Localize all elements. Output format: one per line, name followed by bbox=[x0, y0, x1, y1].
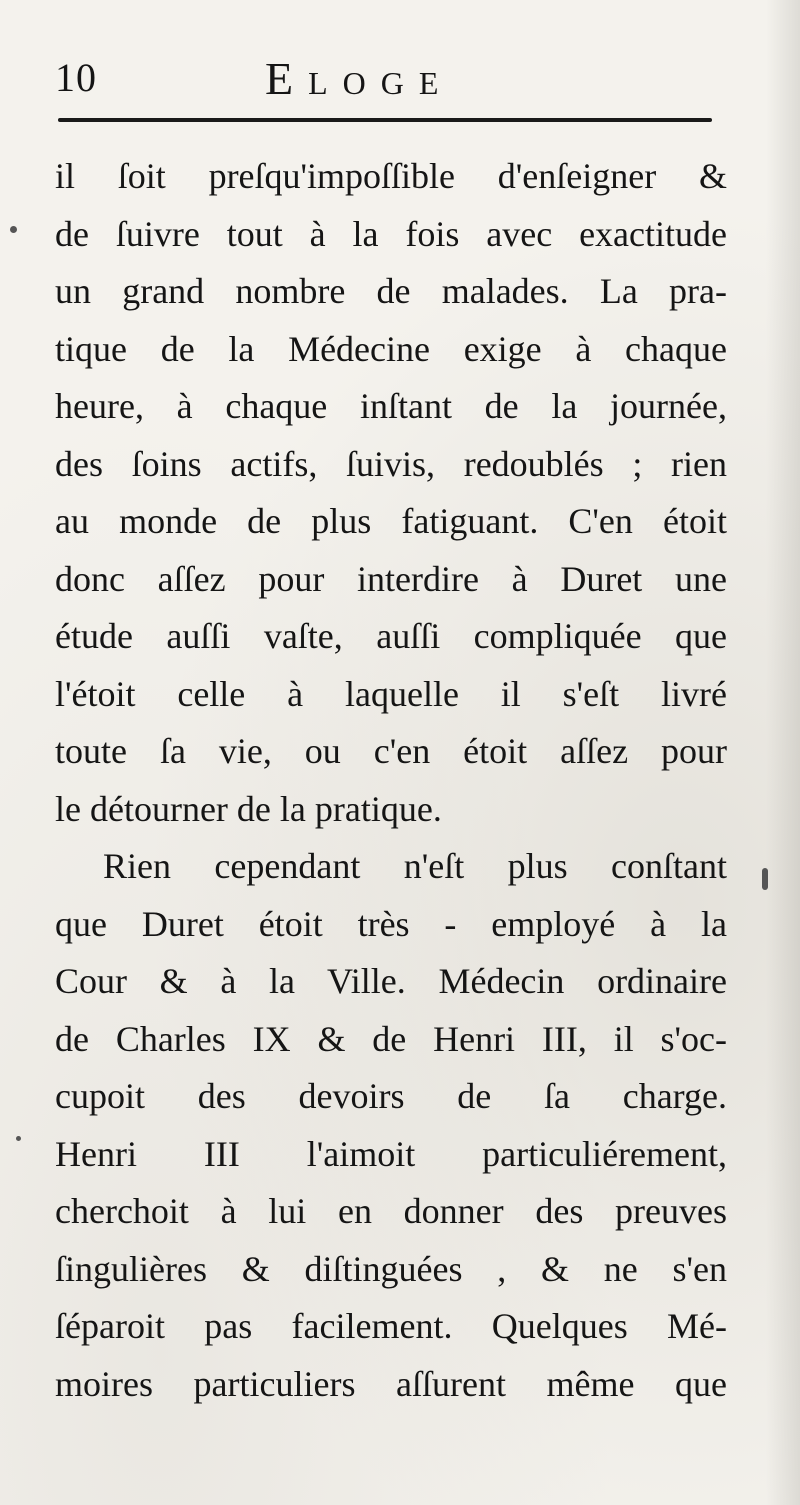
text-line: un grand nombre de malades. La pra- bbox=[55, 271, 727, 311]
text-body bbox=[55, 148, 727, 1413]
text-line: toute ſa vie, ou c'en étoit aſſez pour bbox=[55, 731, 727, 771]
text-line: de Charles IX & de Henri III, il s'oc- bbox=[55, 1018, 727, 1059]
text-line: Henri III l'aimoit particuliérement, bbox=[55, 1133, 727, 1174]
text-line: cupoit des devoirs de ſa charge. bbox=[55, 1076, 727, 1116]
text-line: Rien cependant n'eſt plus conſtant bbox=[103, 846, 727, 886]
text-line: de ſuivre tout à la fois avec exactitude bbox=[55, 213, 727, 254]
page-number: 10 bbox=[55, 55, 97, 100]
running-title: Eloge bbox=[265, 53, 454, 104]
text-line: tique de la Médecine exige à chaque bbox=[55, 328, 727, 369]
text-line: au monde de plus fatiguant. C'en étoit bbox=[55, 501, 727, 541]
running-head bbox=[55, 52, 715, 102]
ink-speck bbox=[16, 1136, 21, 1141]
text-line: Cour & à la Ville. Médecin ordinaire bbox=[55, 961, 727, 1001]
ink-speck bbox=[762, 868, 768, 890]
text-line: le détourner de la pratique. bbox=[55, 788, 442, 829]
text-line: des ſoins actifs, ſuivis, redoublés ; rien bbox=[55, 443, 727, 484]
text-line: étude auſſi vaſte, auſſi compliquée que bbox=[55, 616, 727, 656]
text-line: ſingulières & diſtinguées , & ne s'en bbox=[55, 1248, 727, 1289]
header-rule bbox=[58, 118, 712, 122]
text-line: heure, à chaque inſtant de la journée, bbox=[55, 386, 727, 426]
text-line: ſéparoit pas facilement. Quelques Mé- bbox=[55, 1306, 727, 1346]
text-line: moires particuliers aſſurent même que bbox=[55, 1363, 727, 1404]
ink-speck bbox=[10, 226, 17, 233]
text-line: il ſoit preſqu'impoſſible d'enſeigner & bbox=[55, 156, 727, 196]
text-line: l'étoit celle à laquelle il s'eſt livré bbox=[55, 673, 727, 714]
page-edge-shadow bbox=[766, 0, 800, 1505]
text-line: donc aſſez pour interdire à Duret une bbox=[55, 558, 727, 599]
text-line: que Duret étoit très - employé à la bbox=[55, 903, 727, 944]
text-line: cherchoit à lui en donner des preuves bbox=[55, 1191, 727, 1231]
